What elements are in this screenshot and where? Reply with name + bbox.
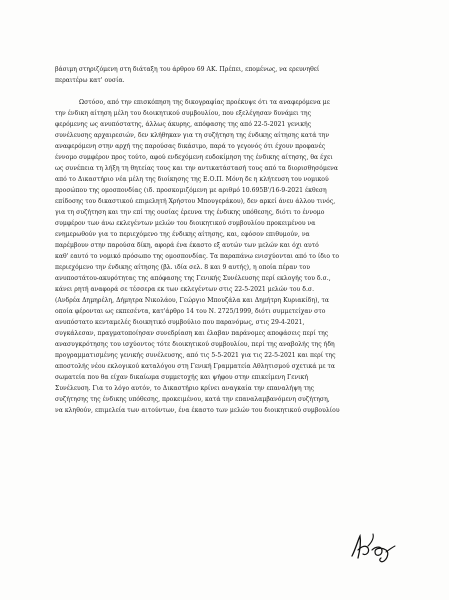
body-line: περιεχόμενο την ένδικης αίτησης (βλ. ιδία σελ. 8 και 9 αυτής), η οποία πέραν του xyxy=(55,264,310,271)
body-line: οποία φέρονται ως εκπεσέντα, κατ'άρθρο 14 του Ν. 2725/1999, διότι συμμετείχαν στο xyxy=(55,308,326,315)
body-line: αναφερόμενη στην αρχή της παρούσας δικάσιμο, παρά το γεγονός ότι έχουν προφανές xyxy=(55,143,326,150)
body-line: περαιτέρω κατ' ουσία. xyxy=(55,77,125,84)
body-line: προγραμματισμένης γενικής συνέλευσης, από τις 5-5-2021 για τις 22-5-2021 και περί της xyxy=(55,352,336,359)
body-line: καθ' εαυτό το νομικό πρόσωπο της ομοσπονδίας. Τα παραπάνω ενισχύονται από το ίδιο το xyxy=(55,253,340,260)
body-line: ανυποστάτου-ακυρότητας της απόφασης της Γενικής Συνέλευσης περί εκλογής του δ.σ., xyxy=(55,275,331,282)
body-line: συζήτησης της ένδικης υπόθεσης, προκειμένου, κατά την επαναλαμβανόμενη συζήτηση, xyxy=(55,396,330,403)
handwritten-signature xyxy=(348,530,398,566)
body-line: για τη συζήτηση και την επί της ουσίας έρευνα της ένδικης υπόθεσης, διότι το έννομο xyxy=(55,209,325,216)
body-line: ενημερωθούν για το περιεχόμενο της ένδικης αίτησης, και, εφόσον επιθυμούν, να xyxy=(55,231,310,238)
body-line: ανυπόστατο κενταμελές διοικητικό συμβούλιο που παρανόμως, στις 29-4-2021, xyxy=(55,319,305,326)
body-line: Συνέλευση. Για το λόγο αυτόν, το Δικαστήριο κρίνει αναγκαία την επαναλήψη της xyxy=(55,385,315,392)
body-line: φερόμενης ως ανυπόστατης, άλλως άκυρης, απόφασης της από 22-5-2021 γενικής xyxy=(55,121,312,128)
body-line: επίδοσης του δικαστικού επιμελητή Χρήστου Μπουγεράκου), δεν αρκεί άνευ άλλου τινός, xyxy=(55,198,336,205)
body-line: αποστολής νέου εκλογικού καταλόγου στη Γενική Γραμματεία Αθλητισμού σχετικά με τα xyxy=(55,363,336,370)
body-line: (Ανδρέα Δημηρέλη, Δήμητρα Νικολάου, Γεώργιο Μπουζάλα και Δημήτρη Κυριακίδη), τα xyxy=(55,297,329,304)
body-line: να κληθούν, επιμελεία των αιτούντων, ένα έκαστο των μελών του διοικητικού συμβουλίου xyxy=(55,407,340,414)
body-line: την ένδικη αίτηση μέλη του διοικητικού συμβουλίου, που εξελέγησαν δυνάμει της xyxy=(55,110,312,117)
body-line: βάσιμη στηριζόμενη στη διάταξη του άρθρου 69 ΑΚ. Πρέπει, επομένως, να ερευνηθεί xyxy=(55,66,320,73)
body-line: σωματεία που θα είχαν δικαίωμα συμμετοχής και ψήφου στην επικείμενη Γενική xyxy=(55,374,309,381)
body-line: κάνει ρητή αναφορά σε τέσσερα εκ των εκλεγέντων στις 22-5-2021 μελών του δ.σ. xyxy=(55,286,315,293)
body-line: ως συνέπεια τη λήξη τη θητείας τους και την αντικατάστασή τους από τα διορισθησόμενα xyxy=(55,165,338,172)
body-line: από το Δικαστήριο νέα μέλη της διοίκησης της Ε.Ο.Π. Μόνη δε η κλήτευση του νομικού xyxy=(55,176,329,183)
body-line: προσώπου της ομοσπονδίας (ιδ. προσκομιζόμενη με αριθμό 10.695Β'/16-9-2021 έκθεση xyxy=(55,187,327,194)
body-line: ανασυγκρότησης του ισχύοντος τότε διοικητικού συμβουλίου, περί της αναβολής της ήδη xyxy=(55,341,335,348)
body-line: παρέμβουν στην παρούσα δίκη, αφορά ένα έκαστο εξ αυτών των μελών και όχι αυτό xyxy=(55,242,319,249)
body-line: έννομο συμφέρον προς τούτο, αφού ενδεχόμενη ευδοκίμηση της ένδικης αίτησης, θα έχει xyxy=(55,154,333,161)
paragraph-start-line: Ωστόσο, από την επισκόπηση της δικογραφίας προέκυψε ότι τα αναφερόμενα με xyxy=(79,99,330,106)
body-line: συνέλευσης αρχαιρεσιών, δεν κλήθηκαν για τη συζήτηση της ένδικης αίτησης κατά την xyxy=(55,132,330,139)
body-line: συμφέρον των άνω εκλεγέντων μελών του διοικητικού συμβουλίου προκειμένου να xyxy=(55,220,316,227)
body-line: συγκάλεσαν, πραγματοποίησαν συνεδρίαση και έλαβαν παράνομες αποφάσεις περί της xyxy=(55,330,329,337)
